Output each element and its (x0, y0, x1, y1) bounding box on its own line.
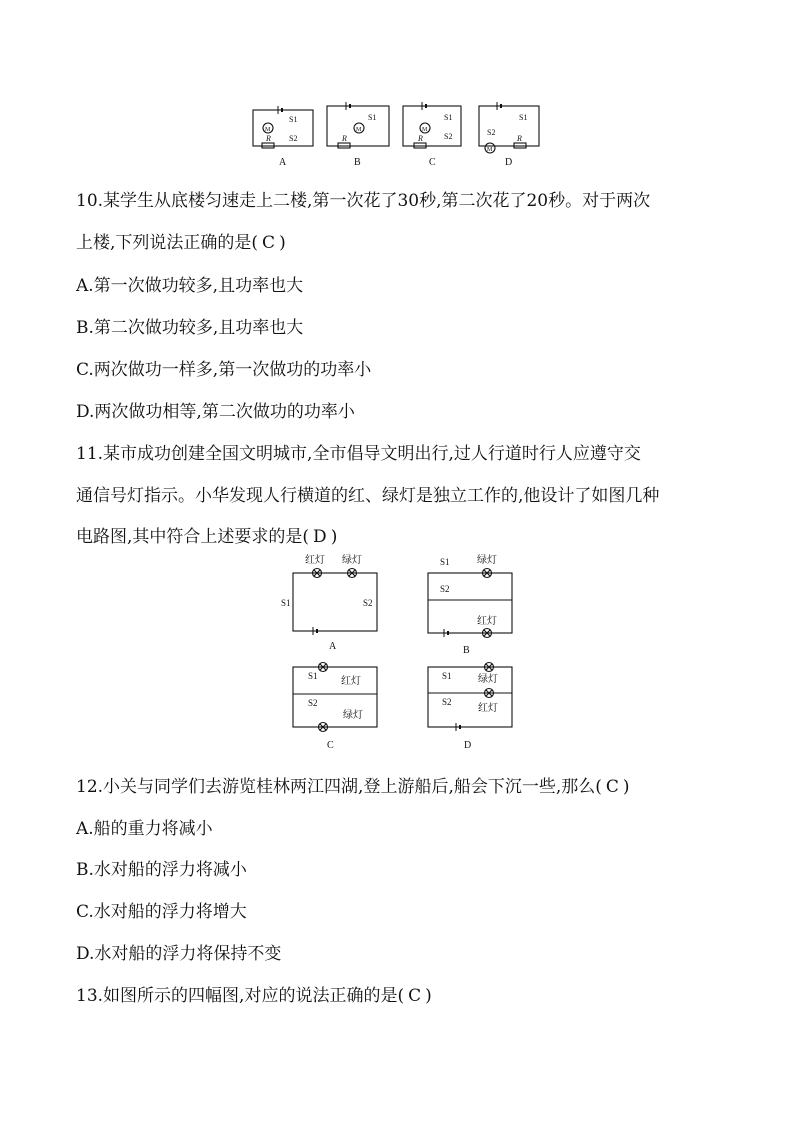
light-circuit-figure (0, 548, 794, 768)
question-11-line-3: 电路图,其中符合上述要求的是( D ) (76, 527, 338, 547)
switch-s1-label: S1 (308, 671, 318, 681)
switch-s1-label: S1 (289, 115, 298, 124)
question-10-option-b: B.第二次做功较多,且功率也大 (76, 318, 304, 338)
question-11-line-1: 11.某市成功创建全国文明城市,全市倡导文明出行,过人行道时行人应遵守交 (76, 444, 641, 464)
switch-s1-label: S1 (442, 671, 452, 681)
switch-s1-label: S1 (368, 113, 377, 122)
question-10-answer: C (262, 233, 276, 253)
circuit-label-a: A (279, 157, 287, 168)
switch-s2-label: S2 (363, 598, 373, 608)
switch-s1-label: S1 (440, 557, 450, 567)
question-12-stem: 12.小关与同学们去游览桂林两江四湖,登上游船后,船会下沉一些,那么( (76, 777, 602, 797)
question-13-answer: C (408, 986, 422, 1006)
motor-symbol-label: M (356, 127, 362, 133)
motor-circuit-figure (0, 0, 794, 180)
question-13-stem: 13.如图所示的四幅图,对应的说法正确的是( (76, 986, 405, 1006)
resistor-label: R (418, 134, 423, 143)
switch-s1-label: S1 (519, 113, 528, 122)
red-light-label: 红灯 (478, 703, 498, 714)
light-circuit-a (281, 553, 377, 652)
question-11-stem: 电路图,其中符合上述要求的是( (76, 527, 310, 547)
resistor-label: R (517, 134, 522, 143)
question-10-stem: 上楼,下列说法正确的是( (76, 233, 259, 253)
switch-s1-label: S1 (444, 113, 453, 122)
question-10-line-2: 上楼,下列说法正确的是( C ) (76, 233, 286, 253)
red-light-label: 红灯 (477, 616, 497, 627)
motor-circuit-b (327, 102, 389, 168)
red-light-label: 红灯 (341, 676, 361, 687)
circuit-label-b: B (463, 645, 470, 656)
question-10-option-a: A.第一次做功较多,且功率也大 (76, 276, 304, 296)
green-light-label: 绿灯 (342, 555, 362, 566)
green-light-label: 绿灯 (478, 674, 498, 685)
light-circuit-b (428, 553, 512, 656)
question-12-option-a: A.船的重力将减小 (76, 819, 213, 839)
resistor-label: R (342, 134, 347, 143)
switch-s2-label: S2 (289, 134, 298, 143)
light-circuit-c (293, 663, 377, 752)
light-circuit-d (428, 663, 512, 752)
circuit-label-d: D (464, 740, 472, 751)
circuit-label-c: C (327, 740, 334, 751)
motor-symbol-label: M (487, 147, 493, 153)
switch-s2-label: S2 (444, 132, 453, 141)
circuit-label-c: C (429, 157, 436, 168)
switch-s2-label: S2 (442, 697, 452, 707)
motor-symbol-label: M (422, 127, 428, 133)
motor-circuit-c (403, 102, 461, 168)
question-12-option-d: D.水对船的浮力将保持不变 (76, 944, 282, 964)
question-11-line-2: 通信号灯指示。小华发现人行横道的红、绿灯是独立工作的,他设计了如图几种 (76, 486, 660, 506)
question-12-answer: C (605, 777, 619, 797)
question-12-line-1: 12.小关与同学们去游览桂林两江四湖,登上游船后,船会下沉一些,那么( C ) (76, 777, 630, 797)
circuit-label-b: B (354, 157, 361, 168)
motor-symbol-label: M (265, 127, 271, 133)
switch-s1-label: S1 (281, 598, 291, 608)
green-light-label: 绿灯 (343, 710, 363, 721)
question-13-line-1: 13.如图所示的四幅图,对应的说法正确的是( C ) (76, 986, 432, 1006)
switch-s2-label: S2 (308, 698, 318, 708)
question-12-option-c: C.水对船的浮力将增大 (76, 902, 247, 922)
question-10-option-c: C.两次做功一样多,第一次做功的功率小 (76, 360, 372, 380)
red-light-label: 红灯 (305, 555, 325, 566)
switch-s2-label: S2 (440, 584, 450, 594)
question-12-option-b: B.水对船的浮力将减小 (76, 860, 247, 880)
circuit-label-d: D (505, 157, 513, 168)
question-10-line-1: 10.某学生从底楼匀速走上二楼,第一次花了30秒,第二次花了20秒。对于两次 (76, 191, 651, 211)
green-light-label: 绿灯 (477, 555, 497, 566)
question-10-option-d: D.两次做功相等,第二次做功的功率小 (76, 402, 355, 422)
circuit-label-a: A (329, 641, 337, 652)
motor-circuit-a (253, 106, 313, 168)
motor-circuit-d (479, 102, 539, 168)
question-11-answer: D (313, 527, 327, 547)
resistor-label: R (266, 134, 271, 143)
switch-s2-label: S2 (487, 128, 496, 137)
